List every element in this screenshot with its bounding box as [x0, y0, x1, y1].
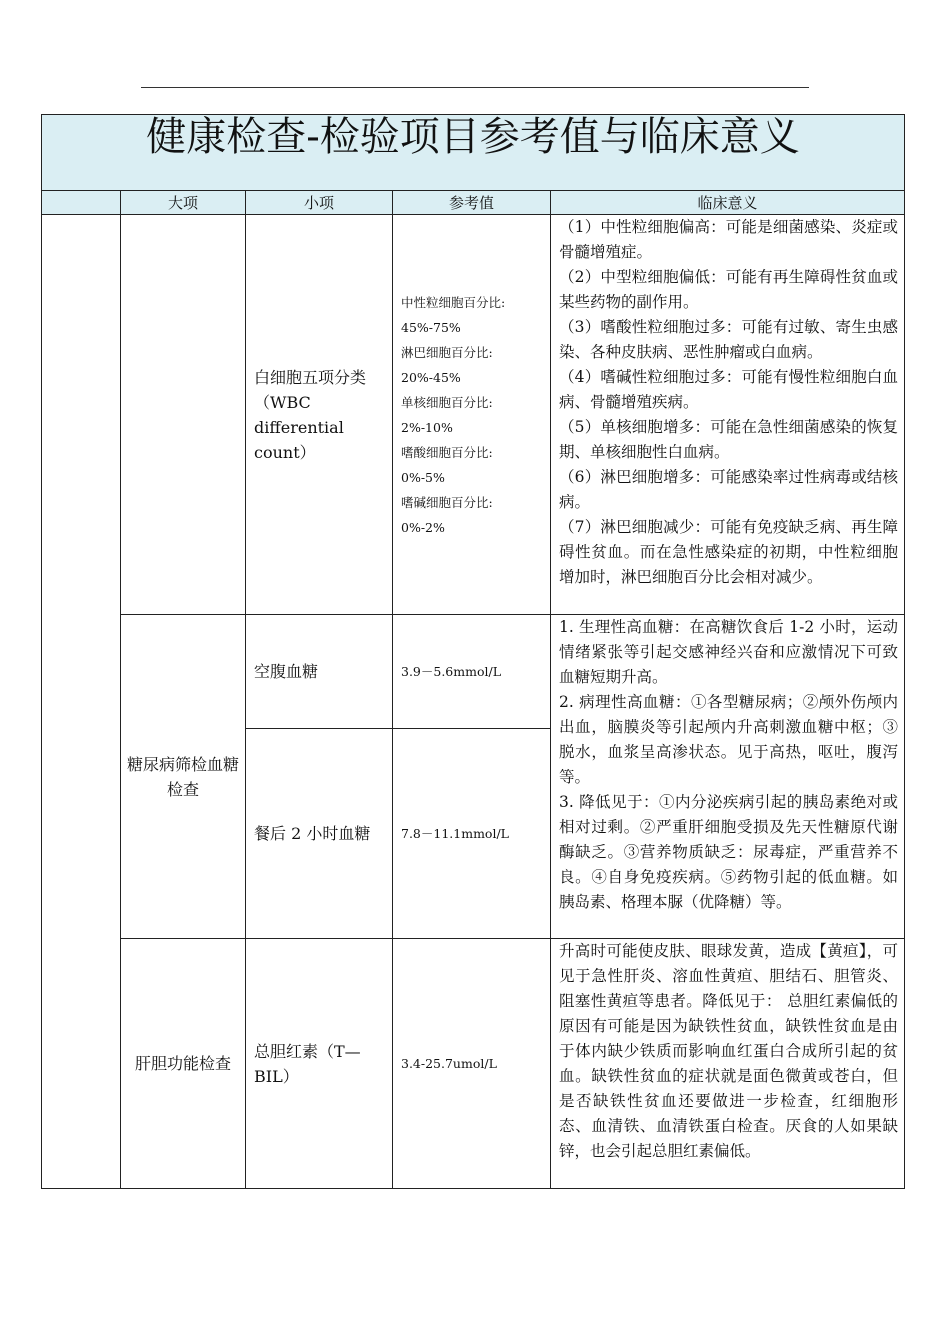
blank-column-cell	[42, 215, 121, 1189]
meaning-line: （4）嗜碱性粒细胞过多：可能有慢性粒细胞白血病、骨髓增殖疾病。	[559, 368, 899, 411]
top-rule	[141, 87, 809, 88]
subitem-fasting-glucose: 空腹血糖	[246, 615, 393, 729]
subitem-bilirubin: 总胆红素（T—BIL）	[246, 939, 393, 1189]
table-row-liver	[42, 939, 905, 1189]
meaning-line: 3. 降低见于：①内分泌疾病引起的胰岛素绝对或相对过剩。②严重肝细胞受损及先天性糖原代谢酶缺乏。③营养物质缺乏：尿毒症，严重营养不良。④自身免疫疾病。⑤药物引起的低血糖。如胰岛素、格理本脲（优降糖）等。	[559, 793, 899, 911]
ref-line: 20%-45%	[401, 369, 461, 385]
table-row-fasting-glucose	[42, 615, 905, 729]
ref-line: 单核细胞百分比:	[401, 394, 493, 410]
table-row-wbc	[42, 215, 905, 615]
meaning-line: 1. 生理性高血糖：在高糖饮食后 1-2 小时，运动情绪紧张等引起交感神经兴奋和应激情况下可致血糖短期升高。	[559, 618, 899, 686]
meaning-liver	[551, 939, 905, 1189]
subitem-wbc: 白细胞五项分类（WBC differential count）	[246, 215, 393, 615]
category-liver: 肝胆功能检查	[121, 939, 246, 1189]
header-category: 大项	[121, 191, 246, 215]
ref-line: 中性粒细胞百分比:	[401, 294, 506, 310]
ref-line: 45%-75%	[401, 319, 461, 335]
ref-line: 2%-10%	[401, 419, 453, 435]
header-subitem: 小项	[246, 191, 393, 215]
category-glucose: 糖尿病筛检血糖检查	[121, 615, 246, 939]
ref-line: 嗜碱细胞百分比:	[401, 494, 493, 510]
meaning-glucose	[551, 615, 905, 939]
category-cell-empty	[121, 215, 246, 615]
page-title: 健康检查-检验项目参考值与临床意义	[42, 115, 905, 191]
meaning-line: （7）淋巴细胞减少：可能有免疫缺乏病、再生障碍性贫血。而在急性感染症的初期，中性粒细胞增加时，淋巴细胞百分比会相对减少。	[559, 518, 899, 586]
reference-bilirubin: 3.4-25.7umol/L	[393, 939, 551, 1189]
header-meaning: 临床意义	[551, 191, 905, 215]
meaning-line: （1）中性粒细胞偏高：可能是细菌感染、炎症或骨髓增殖症。	[559, 218, 899, 261]
reference-wbc	[393, 215, 551, 615]
meaning-line: 升高时可能使皮肤、眼球发黄，造成【黄疸】，可见于急性肝炎、溶血性黄疸、胆结石、胆管炎、阻塞性黄疸等患者。降低见于： 总胆红素偏低的原因有可能是因为缺铁性贫血，缺铁性贫血是由于体内缺少铁质而影响血红蛋白合成所引起的贫血。缺铁性贫血的症状就是面色微黄或苍白，但是否缺铁性贫血还要做进一步检查，红细胞形态、血清铁、血清铁蛋白检查。厌食的人如果缺锌，也会引起总胆红素偏低。	[559, 942, 899, 1160]
header-blank	[42, 191, 121, 215]
reference-fasting-glucose: 3.9－5.6mmol/L	[393, 615, 551, 729]
lab-reference-table	[41, 114, 905, 1189]
ref-line: 淋巴细胞百分比:	[401, 344, 493, 360]
meaning-line: （5）单核细胞增多：可能在急性细菌感染的恢复期、单核细胞性白血病。	[559, 418, 899, 461]
ref-line: 0%-5%	[401, 469, 445, 485]
meaning-line: （6）淋巴细胞增多：可能感染率过性病毒或结核病。	[559, 468, 899, 511]
ref-line: 0%-2%	[401, 519, 445, 535]
reference-postprandial-glucose: 7.8－11.1mmol/L	[393, 729, 551, 939]
subitem-postprandial-glucose: 餐后 2 小时血糖	[246, 729, 393, 939]
meaning-line: （2）中型粒细胞偏低：可能有再生障碍性贫血或某些药物的副作用。	[559, 268, 899, 311]
table-header-row	[42, 191, 905, 215]
meaning-line: （3）嗜酸性粒细胞过多：可能有过敏、寄生虫感染、各种皮肤病、恶性肿瘤或白血病。	[559, 318, 899, 361]
ref-line: 嗜酸细胞百分比:	[401, 444, 493, 460]
header-reference: 参考值	[393, 191, 551, 215]
meaning-line: 2. 病理性高血糖：①各型糖尿病；②颅外伤颅内出血，脑膜炎等引起颅内升高刺激血糖中枢；③脱水，血浆呈高渗状态。见于高热，呕吐，腹泻等。	[559, 693, 899, 786]
meaning-wbc	[551, 215, 905, 615]
